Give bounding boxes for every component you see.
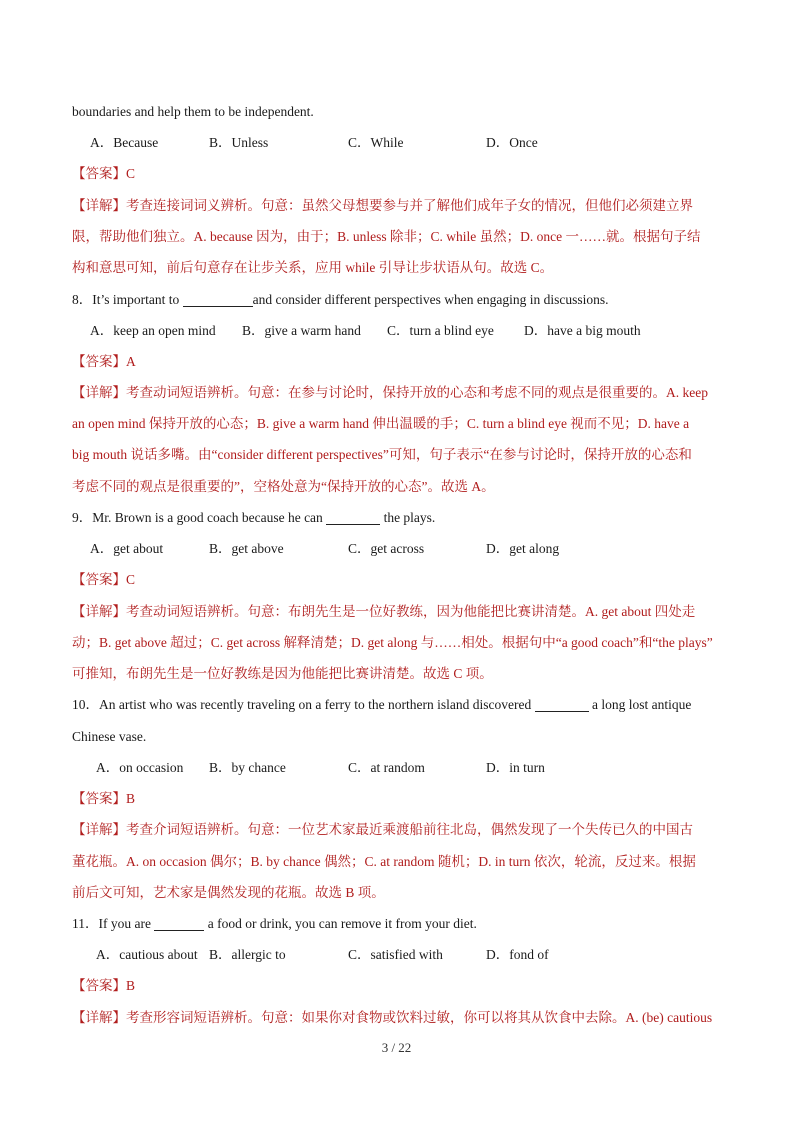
q10-stem: 10．An artist who was recently traveling on a ferry to the northern island discovered a long lost antique: [72, 697, 692, 712]
answer-value: B: [126, 791, 136, 806]
q10-option-a: A．on occasion: [96, 760, 184, 775]
q7-detail-line-3: 构和意思可知，前后句意存在让步关系，应用 while 引导让步状语从句。故选 C。: [72, 260, 554, 275]
q11-option-d: D．fond of: [486, 947, 549, 962]
detail-label: 【详解】: [72, 385, 126, 400]
answer-value: B: [126, 978, 136, 993]
q10-detail-line-2: 董花瓶。A. on occasion 偶尔；B. by chance 偶然；C. at random 随机；D. in turn 依次，轮流，反过来。根据: [72, 854, 696, 869]
q10-answer: [72, 789, 732, 809]
q7-option-a: A．Because: [90, 135, 159, 150]
q10-option-b: B．by chance: [209, 760, 286, 775]
answer-label: 【答案】: [72, 166, 126, 181]
q8-option-c: C．turn a blind eye: [387, 323, 494, 338]
detail-label: 【详解】: [72, 1010, 126, 1025]
q11-answer: [72, 976, 732, 996]
q9-option-b: B．get above: [209, 541, 284, 556]
answer-blank: [535, 697, 589, 712]
answer-label: 【答案】: [72, 354, 126, 369]
q8-stem: 8．It’s important to and consider different perspectives when engaging in discussions.: [72, 292, 609, 307]
answer-value: A: [126, 354, 136, 369]
q8-detail-line-4: 考虑不同的观点是很重要的”，空格处意为“保持开放的心态”。故选 A。: [72, 479, 495, 494]
detail-label: 【详解】: [72, 198, 126, 213]
q7-option-b: B．Unless: [209, 135, 269, 150]
page-number: 3 / 22: [381, 1040, 412, 1055]
q9-detail-line-2: 动；B. get above 超过；C. get across 解释清楚；D. get along 与……相处。根据句中“a good coach”和“the plays”: [72, 635, 713, 650]
q7-option-d: D．Once: [486, 135, 538, 150]
q8-option-b: B．give a warm hand: [242, 323, 361, 338]
answer-blank: [183, 292, 253, 307]
q7-answer: [72, 164, 732, 184]
q9-detail-line-3: 可推知，布朗先生是一位好教练是因为他能把比赛讲清楚。故选 C 项。: [72, 666, 493, 681]
q11-stem: 11．If you are a food or drink, you can remove it from your diet.: [72, 916, 477, 931]
q11-option-c: C．satisfied with: [348, 947, 443, 962]
q9-option-d: D．get along: [486, 541, 560, 556]
q9-option-a: A．get about: [90, 541, 164, 556]
answer-label: 【答案】: [72, 791, 126, 806]
q9-stem: 9．Mr. Brown is a good coach because he can the plays.: [72, 510, 436, 525]
q7-option-c: C．While: [348, 135, 404, 150]
q8-option-d: D．have a big mouth: [524, 323, 641, 338]
q9-answer: [72, 570, 732, 590]
q10-option-c: C．at random: [348, 760, 425, 775]
answer-label: 【答案】: [72, 978, 126, 993]
answer-label: 【答案】: [72, 572, 126, 587]
q8-detail-line-3: big mouth 说话多嘴。由“consider different perspectives”可知，句子表示“在参与讨论时，保持开放的心态和: [72, 447, 692, 462]
q10-option-d: D．in turn: [486, 760, 545, 775]
q8-detail-line-2: an open mind 保持开放的心态；B. give a warm hand 伸出温暖的手；C. turn a blind eye 视而不见；D. have a: [72, 416, 690, 431]
q9-detail-line-1: 【详解】考查动词短语辨析。句意：布朗先生是一位好教练，因为他能把比赛讲清楚。A. get about 四处走: [72, 604, 696, 619]
q8-answer: [72, 352, 732, 372]
q10-detail-line-3: 前后文可知，艺术家是偶然发现的花瓶。故选 B 项。: [72, 885, 385, 900]
q7-detail-line-2: 限，帮助他们独立。A. because 因为，由于；B. unless 除非；C. while 虽然；D. once 一……就。根据句子结: [72, 229, 701, 244]
answer-blank: [154, 916, 204, 931]
q11-option-b: B．allergic to: [209, 947, 286, 962]
q11-option-a: A．cautious about: [96, 947, 198, 962]
answer-blank: [326, 510, 380, 525]
q7-detail-line-1: 【详解】考查连接词词义辨析。句意：虽然父母想要参与并了解他们成年子女的情况，但他们必须建立界: [72, 198, 693, 213]
answer-value: C: [126, 166, 136, 181]
q8-detail-line-1: 【详解】考查动词短语辨析。句意：在参与讨论时，保持开放的心态和考虑不同的观点是很重要的。A. keep: [72, 385, 708, 400]
detail-label: 【详解】: [72, 822, 126, 837]
q10-stem-line-2: Chinese vase.: [72, 729, 147, 744]
answer-value: C: [126, 572, 136, 587]
q11-detail-line-1: 【详解】考查形容词短语辨析。句意：如果你对食物或饮料过敏，你可以将其从饮食中去除。A. (be) cautious: [72, 1010, 713, 1025]
q10-detail-line-1: 【详解】考查介词短语辨析。句意：一位艺术家最近乘渡船前往北岛，偶然发现了一个失传已久的中国古: [72, 822, 693, 837]
detail-label: 【详解】: [72, 604, 126, 619]
q9-option-c: C．get across: [348, 541, 425, 556]
q7-stem-continuation: boundaries and help them to be independent.: [72, 104, 314, 119]
q8-option-a: A．keep an open mind: [90, 323, 216, 338]
